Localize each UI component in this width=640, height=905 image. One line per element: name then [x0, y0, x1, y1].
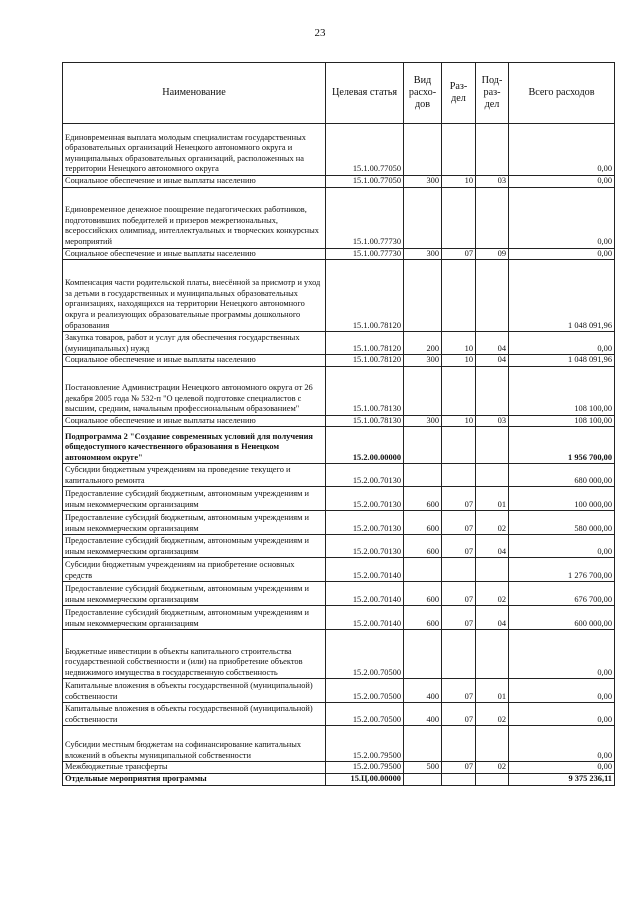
table-row — [63, 630, 615, 679]
row-total: 1 048 091,96 — [509, 260, 615, 332]
row-podrazdel: 04 — [476, 332, 509, 355]
row-code: 15.2.00.70140 — [326, 606, 404, 630]
page-number: 23 — [314, 27, 326, 39]
row-name: Единовременное денежное поощрение педагогических работников, подготовивших победителей и призеров межрегиональных, всероссийских олимпиад, интеллектуальных и творческих конкурсных мероприятий — [63, 187, 326, 248]
row-vid: 300 — [404, 248, 442, 260]
row-razdel — [442, 773, 476, 785]
table-row — [63, 679, 615, 703]
row-total: 0,00 — [509, 630, 615, 679]
row-vid — [404, 558, 442, 582]
row-total: 680 000,00 — [509, 464, 615, 487]
row-razdel — [442, 124, 476, 176]
budget-table — [62, 62, 615, 786]
row-vid: 600 — [404, 606, 442, 630]
row-podrazdel: 09 — [476, 248, 509, 260]
table-row — [63, 187, 615, 248]
row-vid: 600 — [404, 582, 442, 606]
row-razdel: 07 — [442, 606, 476, 630]
row-total: 600 000,00 — [509, 606, 615, 630]
table-row — [63, 703, 615, 726]
table-header-row — [63, 63, 615, 124]
row-code: 15.2.00.70130 — [326, 487, 404, 511]
row-vid — [404, 260, 442, 332]
row-razdel: 07 — [442, 248, 476, 260]
row-razdel — [442, 558, 476, 582]
row-code: 15.2.00.70500 — [326, 703, 404, 726]
row-vid: 300 — [404, 355, 442, 367]
table-row — [63, 464, 615, 487]
row-total: 1 276 700,00 — [509, 558, 615, 582]
row-code: 15.1.00.78120 — [326, 260, 404, 332]
row-name: Предоставление субсидий бюджетным, автономным учреждениям и иным некоммерческим организациям — [63, 535, 326, 558]
row-code: 15.2.00.70500 — [326, 679, 404, 703]
row-name: Социальное обеспечение и иные выплаты населению — [63, 176, 326, 188]
row-name: Социальное обеспечение и иные выплаты населению — [63, 415, 326, 427]
table-row — [63, 762, 615, 774]
row-vid — [404, 630, 442, 679]
table-row — [63, 427, 615, 464]
row-razdel — [442, 187, 476, 248]
table-row — [63, 415, 615, 427]
row-total: 0,00 — [509, 703, 615, 726]
table-row — [63, 332, 615, 355]
row-name: Предоставление субсидий бюджетным, автономным учреждениям и иным некоммерческим организациям — [63, 487, 326, 511]
row-name: Бюджетные инвестиции в объекты капитального строительства государственной собственности и (или) на приобретение объектов недвижимого имущества в государственную собственность — [63, 630, 326, 679]
header-code: Целевая статья — [326, 63, 404, 124]
header-razdel: Раз-дел — [442, 63, 476, 124]
row-razdel — [442, 630, 476, 679]
row-name: Единовременная выплата молодым специалистам государственных образовательных организаций Ненецкого автономного округа и муниципальных образовательных организаций, расположенных на территории Ненецкого автономного округа — [63, 124, 326, 176]
row-total: 1 956 700,00 — [509, 427, 615, 464]
row-code: 15.2.00.70140 — [326, 582, 404, 606]
row-podrazdel: 02 — [476, 703, 509, 726]
row-code: 15.1.00.77730 — [326, 248, 404, 260]
row-total: 676 700,00 — [509, 582, 615, 606]
row-vid: 300 — [404, 176, 442, 188]
row-podrazdel — [476, 187, 509, 248]
row-total: 0,00 — [509, 762, 615, 774]
row-razdel — [442, 726, 476, 762]
row-name: Субсидии бюджетным учреждениям на приобретение основных средств — [63, 558, 326, 582]
row-vid — [404, 773, 442, 785]
row-podrazdel: 01 — [476, 487, 509, 511]
row-name: Отдельные мероприятия программы — [63, 773, 326, 785]
row-name: Закупка товаров, работ и услуг для обеспечения государственных (муниципальных) нужд — [63, 332, 326, 355]
row-code: 15.1.00.77050 — [326, 124, 404, 176]
table-row — [63, 124, 615, 176]
table-row — [63, 535, 615, 558]
row-name: Капитальные вложения в объекты государственной (муниципальной) собственности — [63, 679, 326, 703]
row-total: 0,00 — [509, 248, 615, 260]
row-name: Компенсация части родительской платы, внесённой за присмотр и уход за детьми в государственных и муниципальных образовательных организациях, находящихся на территории Ненецкого автономного округа и реализующих образовательные программы дошкольного образования — [63, 260, 326, 332]
table-row — [63, 487, 615, 511]
row-code: 15.2.00.70130 — [326, 535, 404, 558]
row-razdel: 10 — [442, 332, 476, 355]
table-row — [63, 248, 615, 260]
row-name: Социальное обеспечение и иные выплаты населению — [63, 248, 326, 260]
row-podrazdel: 02 — [476, 511, 509, 535]
row-podrazdel — [476, 464, 509, 487]
row-total: 580 000,00 — [509, 511, 615, 535]
table-row — [63, 773, 615, 785]
row-code: 15.1.00.77050 — [326, 176, 404, 188]
row-name: Предоставление субсидий бюджетным, автономным учреждениям и иным некоммерческим организациям — [63, 606, 326, 630]
row-razdel: 10 — [442, 415, 476, 427]
row-vid: 500 — [404, 762, 442, 774]
row-code: 15.2.00.70130 — [326, 511, 404, 535]
row-total: 1 048 091,96 — [509, 355, 615, 367]
row-code: 15.1.00.78130 — [326, 415, 404, 427]
row-total: 0,00 — [509, 176, 615, 188]
row-podrazdel: 04 — [476, 355, 509, 367]
header-name: Наименование — [63, 63, 326, 124]
row-total: 108 100,00 — [509, 366, 615, 415]
row-podrazdel — [476, 427, 509, 464]
header-podrazdel: Под-раз-дел — [476, 63, 509, 124]
row-code: 15.2.00.79500 — [326, 726, 404, 762]
row-podrazdel — [476, 773, 509, 785]
row-name: Предоставление субсидий бюджетным, автономным учреждениям и иным некоммерческим организациям — [63, 582, 326, 606]
row-code: 15.2.00.70140 — [326, 558, 404, 582]
row-razdel — [442, 366, 476, 415]
row-podrazdel — [476, 124, 509, 176]
row-name: Подпрограмма 2 "Создание современных условий для получения общедоступного качественного образования в Ненецком автономном округе" — [63, 427, 326, 464]
row-code: 15.2.00.79500 — [326, 762, 404, 774]
row-razdel: 07 — [442, 703, 476, 726]
row-razdel: 07 — [442, 487, 476, 511]
row-vid: 400 — [404, 679, 442, 703]
table-row — [63, 582, 615, 606]
row-vid — [404, 124, 442, 176]
row-razdel: 07 — [442, 511, 476, 535]
row-name: Предоставление субсидий бюджетным, автономным учреждениям и иным некоммерческим организациям — [63, 511, 326, 535]
table-row — [63, 355, 615, 367]
row-vid: 200 — [404, 332, 442, 355]
row-code: 15.1.00.78130 — [326, 366, 404, 415]
row-podrazdel: 04 — [476, 535, 509, 558]
table-row — [63, 606, 615, 630]
row-total: 0,00 — [509, 332, 615, 355]
row-podrazdel: 03 — [476, 415, 509, 427]
row-vid: 600 — [404, 511, 442, 535]
row-vid — [404, 726, 442, 762]
table-body — [63, 124, 615, 786]
row-total: 0,00 — [509, 535, 615, 558]
table-row — [63, 511, 615, 535]
row-total: 0,00 — [509, 124, 615, 176]
row-podrazdel: 02 — [476, 582, 509, 606]
row-name: Межбюджетные трансферты — [63, 762, 326, 774]
row-code: 15.Ц.00.00000 — [326, 773, 404, 785]
row-code: 15.1.00.77730 — [326, 187, 404, 248]
table-row — [63, 726, 615, 762]
row-podrazdel: 03 — [476, 176, 509, 188]
row-podrazdel — [476, 366, 509, 415]
row-podrazdel — [476, 260, 509, 332]
row-total: 9 375 236,11 — [509, 773, 615, 785]
header-vid: Вид расхо-дов — [404, 63, 442, 124]
row-vid — [404, 427, 442, 464]
row-razdel: 07 — [442, 762, 476, 774]
row-podrazdel — [476, 726, 509, 762]
row-total: 0,00 — [509, 679, 615, 703]
row-vid — [404, 366, 442, 415]
row-vid: 600 — [404, 535, 442, 558]
row-code: 15.2.00.70130 — [326, 464, 404, 487]
row-razdel — [442, 260, 476, 332]
table-row — [63, 558, 615, 582]
row-podrazdel: 01 — [476, 679, 509, 703]
row-vid — [404, 464, 442, 487]
row-vid — [404, 187, 442, 248]
row-code: 15.1.00.78120 — [326, 355, 404, 367]
header-total: Всего расходов — [509, 63, 615, 124]
row-razdel: 10 — [442, 355, 476, 367]
row-total: 0,00 — [509, 187, 615, 248]
row-razdel — [442, 464, 476, 487]
row-total: 100 000,00 — [509, 487, 615, 511]
row-code: 15.2.00.70500 — [326, 630, 404, 679]
row-name: Социальное обеспечение и иные выплаты населению — [63, 355, 326, 367]
row-name: Постановление Администрации Ненецкого автономного округа от 26 декабря 2005 года № 532-п "О целевой подготовке специалистов с высшим, средним, начальным профессиональным образованием" — [63, 366, 326, 415]
row-total: 0,00 — [509, 726, 615, 762]
row-code: 15.1.00.78120 — [326, 332, 404, 355]
row-razdel: 07 — [442, 679, 476, 703]
row-name: Субсидии бюджетным учреждениям на проведение текущего и капитального ремонта — [63, 464, 326, 487]
table-row — [63, 366, 615, 415]
row-razdel: 07 — [442, 582, 476, 606]
row-name: Субсидии местным бюджетам на софинансирование капитальных вложений в объекты муниципальной собственности — [63, 726, 326, 762]
row-razdel: 10 — [442, 176, 476, 188]
row-vid: 300 — [404, 415, 442, 427]
row-podrazdel: 04 — [476, 606, 509, 630]
row-podrazdel — [476, 558, 509, 582]
row-vid: 400 — [404, 703, 442, 726]
row-name: Капитальные вложения в объекты государственной (муниципальной) собственности — [63, 703, 326, 726]
row-razdel: 07 — [442, 535, 476, 558]
table-row — [63, 260, 615, 332]
row-podrazdel — [476, 630, 509, 679]
table-row — [63, 176, 615, 188]
row-code: 15.2.00.00000 — [326, 427, 404, 464]
row-razdel — [442, 427, 476, 464]
row-total: 108 100,00 — [509, 415, 615, 427]
row-podrazdel: 02 — [476, 762, 509, 774]
row-vid: 600 — [404, 487, 442, 511]
